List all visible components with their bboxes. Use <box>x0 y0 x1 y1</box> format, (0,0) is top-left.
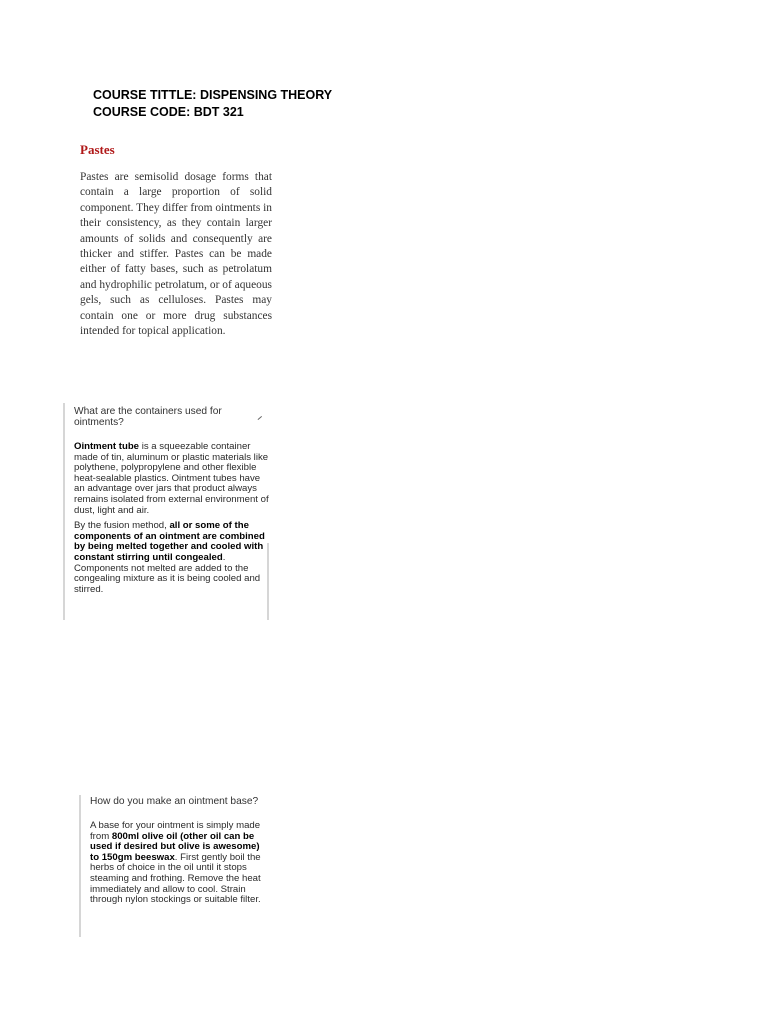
pastes-heading: Pastes <box>80 142 115 157</box>
containers-question-text: What are the containers used for ointments? <box>74 406 222 428</box>
ointment-tube-answer <box>74 442 269 516</box>
ointment-base-intro: A base for your ointment is simply made from <box>90 820 261 842</box>
card-divider <box>267 543 269 620</box>
ointment-base-card <box>79 795 271 937</box>
fusion-method-highlight: all or some of the components of an ointment are combined by being melted together and cooled with constant stirring until congealed <box>74 520 265 563</box>
containers-question <box>74 406 269 428</box>
pastes-section <box>80 140 272 376</box>
fusion-method-intro: By the fusion method, <box>74 520 170 532</box>
ointment-tube-term: Ointment tube <box>74 441 140 452</box>
ointment-base-highlight: 800ml olive oil (other oil can be used if desired but olive is awesome) to 150gm beeswax <box>90 830 260 863</box>
expand-icon <box>255 413 262 420</box>
ointment-base-question: How do you make an ointment base? <box>90 796 259 807</box>
fusion-method-rest: . Components not melted are added to the congealing mixture as it is being cooled and stirred. <box>74 551 261 595</box>
course-title: COURSE TITTLE: DISPENSING THEORY <box>93 88 333 102</box>
ointment-base-rest: . First gently boil the herbs of choice in the oil until it stops steaming and frothing. Remove the heat immediately and allow to cool. Strain through nylon stockings or suitable filter. <box>90 851 261 906</box>
pastes-paragraph: Pastes are semisolid dosage forms that contain a large proportion of solid component. They differ from ointments in their consistency, as they contain larger amounts of solids and consequently are thicker and stiffer. Pastes can be made either of fatty bases, such as petrolatum and hydrophilic petrolatum, or of aqueous gels, such as celluloses. Pastes may contain one or more drug substances intended for topical application. <box>80 171 272 338</box>
fusion-method-answer <box>74 521 269 595</box>
course-code: COURSE CODE: BDT 321 <box>93 104 244 119</box>
containers-answer-card <box>63 403 269 620</box>
ointment-base-answer <box>90 821 271 906</box>
ointment-tube-description: is a squeezable container made of tin, aluminum or plastic materials like polythene, polypropylene and other flexible heat-sealable plastics. Ointment tubes have an advantage over jars that product always remains isolated from external environment of dust, light and air. <box>74 441 269 516</box>
course-header <box>93 87 332 120</box>
